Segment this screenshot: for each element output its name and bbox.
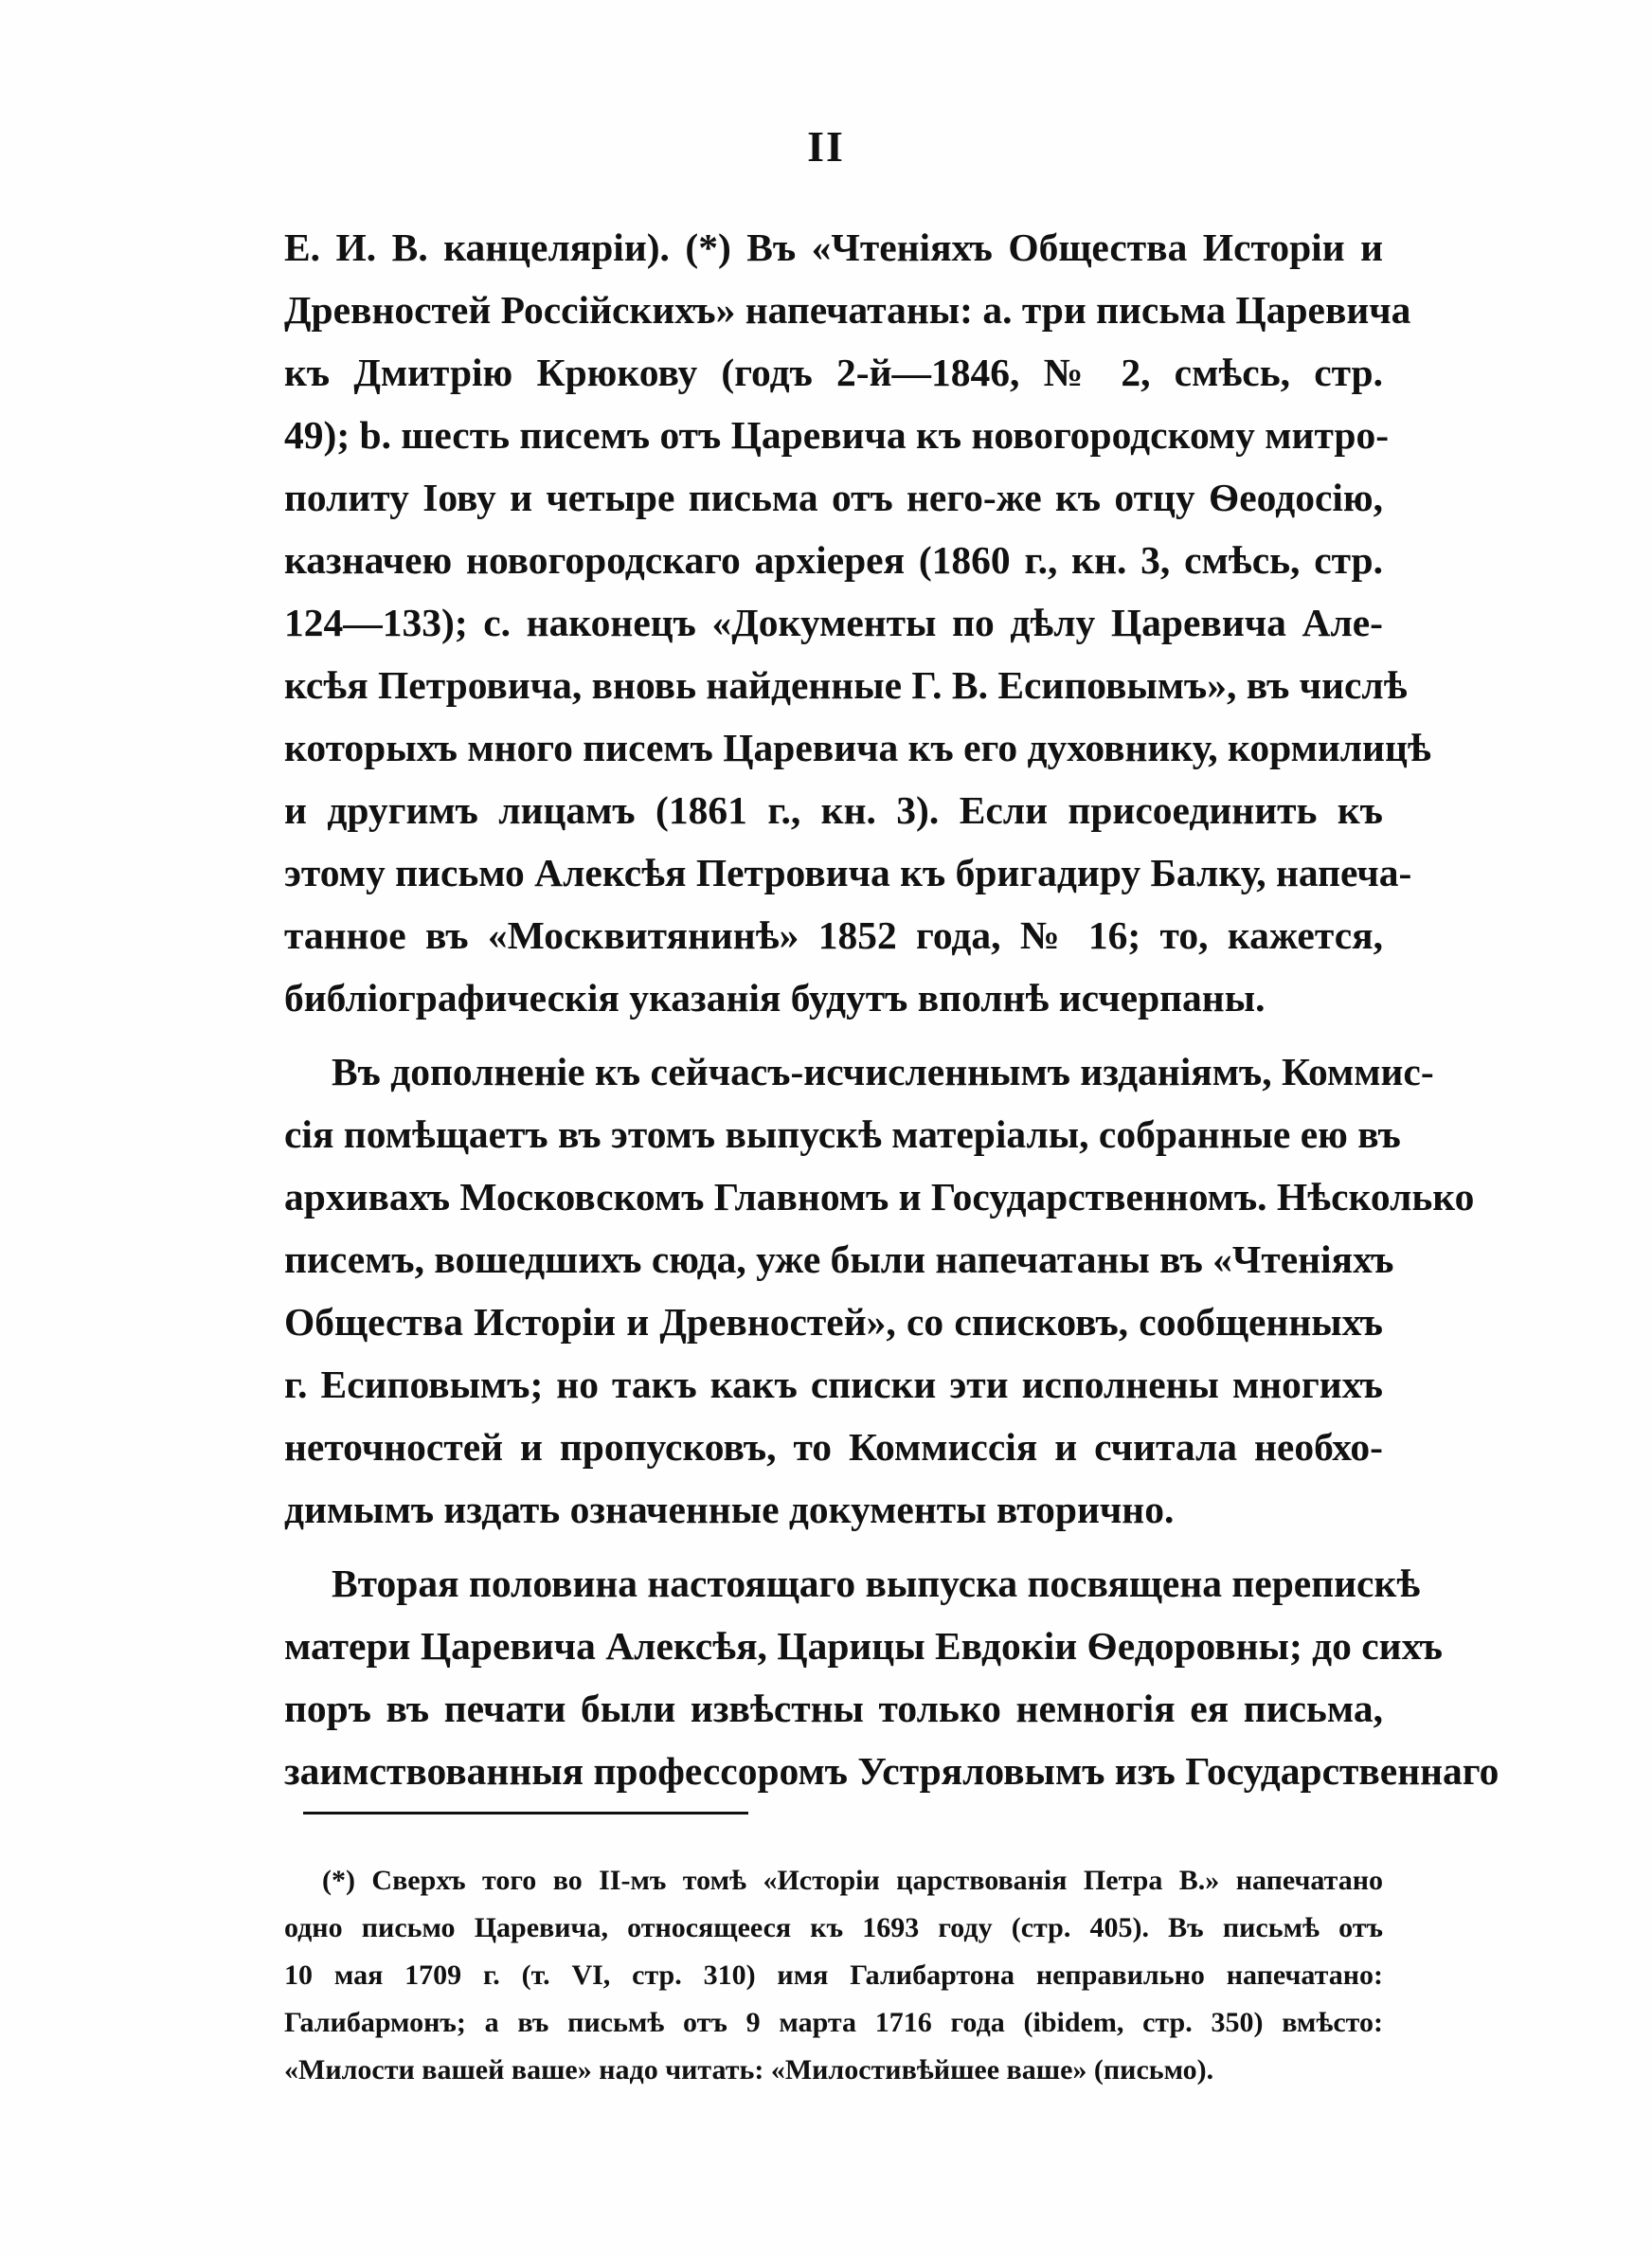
paragraph-line: матери Царевича Алексѣя, Царицы Евдокіи Ѳедоровны; до сихъ <box>284 1624 1443 1668</box>
footnote-line: «Милости вашей ваше» надо читать: «Милостивѣйшее ваше» (письмо). <box>284 2054 1214 2085</box>
paragraph-line: неточностей и пропусковъ, то Коммиссія и считала необхо- <box>284 1425 1383 1469</box>
paragraph-line: танное въ «Москвитянинѣ» 1852 года, № 16; то, кажется, <box>284 913 1383 957</box>
footnote <box>284 1857 1383 2094</box>
paragraph-line: 49); b. шесть писемъ отъ Царевича къ новогородскому митро- <box>284 413 1390 457</box>
paragraph-line: писемъ, вошедшихъ сюда, уже были напечатаны въ «Чтеніяхъ <box>284 1237 1394 1281</box>
paragraph-line: къ Дмитрію Крюкову (годъ 2-й—1846, № 2, смѣсь, стр. <box>284 351 1383 394</box>
paragraph-line: сія помѣщаетъ въ этомъ выпускѣ матеріалы, собранные ею въ <box>284 1112 1401 1156</box>
paragraph-1 <box>284 216 1431 1029</box>
paragraph-line: г. Есиповымъ; но такъ какъ списки эти исполнены многихъ <box>284 1363 1383 1406</box>
paragraph-line: 124—133); c. наконецъ «Документы по дѣлу Царевича Але- <box>284 601 1383 644</box>
paragraph-2 <box>284 1040 1475 1541</box>
paragraph-line: архивахъ Московскомъ Главномъ и Государственномъ. Нѣсколько <box>284 1175 1475 1219</box>
footnote-line: одно письмо Царевича, относящееся къ 1693 году (стр. 405). Въ письмѣ отъ <box>284 1912 1383 1943</box>
paragraph-line: которыхъ много писемъ Царевича къ его духовнику, кормилицѣ <box>284 726 1431 769</box>
paragraph-line: Е. И. В. канцеляріи). (*) Въ «Чтеніяхъ Общества Исторіи и <box>284 226 1383 269</box>
paragraph-line: этому письмо Алексѣя Петровича къ бригадиру Балку, напеча- <box>284 851 1412 894</box>
footnote-line: Галибармонъ; а въ письмѣ отъ 9 марта 1716 года (ibidem, стр. 350) вмѣсто: <box>284 2007 1383 2038</box>
paragraph-line: Общества Исторіи и Древностей», со списковъ, сообщенныхъ <box>284 1300 1383 1344</box>
paragraph-line: поръ въ печати были извѣстны только немногія ея письма, <box>284 1687 1383 1730</box>
paragraph-line: димымъ издать означенные документы вторично. <box>284 1488 1175 1531</box>
paragraph-line: Въ дополненіе къ сейчасъ-исчисленнымъ изданіямъ, Коммис- <box>332 1050 1434 1093</box>
footnote-line: (*) Сверхъ того во II-мъ томѣ «Исторіи царствованія Петра В.» напечатано <box>322 1865 1383 1896</box>
paragraph-line: политу Іову и четыре письма отъ него-же къ отцу Ѳеодосію, <box>284 476 1383 519</box>
paragraph-line: Вторая половина настоящаго выпуска посвящена перепискѣ <box>332 1562 1421 1605</box>
paragraph-line: заимствованныя профессоромъ Устряловымъ изъ Государственнаго <box>284 1749 1499 1793</box>
paragraph-line: и другимъ лицамъ (1861 г., кн. 3). Если присоединить къ <box>284 788 1383 832</box>
footnote-divider <box>303 1812 748 1815</box>
paragraph-line: библіографическія указанія будутъ вполнѣ исчерпаны. <box>284 976 1266 1020</box>
footnote-line: 10 мая 1709 г. (т. VI, стр. 310) имя Галибартона неправильно напечатано: <box>284 1959 1383 1991</box>
paragraph-3 <box>284 1552 1499 1802</box>
paragraph-line: казначею новогородскаго архіерея (1860 г., кн. 3, смѣсь, стр. <box>284 538 1383 582</box>
paragraph-line: ксѣя Петровича, вновь найденные Г. В. Есиповымъ», въ числѣ <box>284 663 1408 707</box>
paragraph-line: Древностей Россійскихъ» напечатаны: a. три письма Царевича <box>284 288 1411 332</box>
page-number: II <box>807 122 845 171</box>
